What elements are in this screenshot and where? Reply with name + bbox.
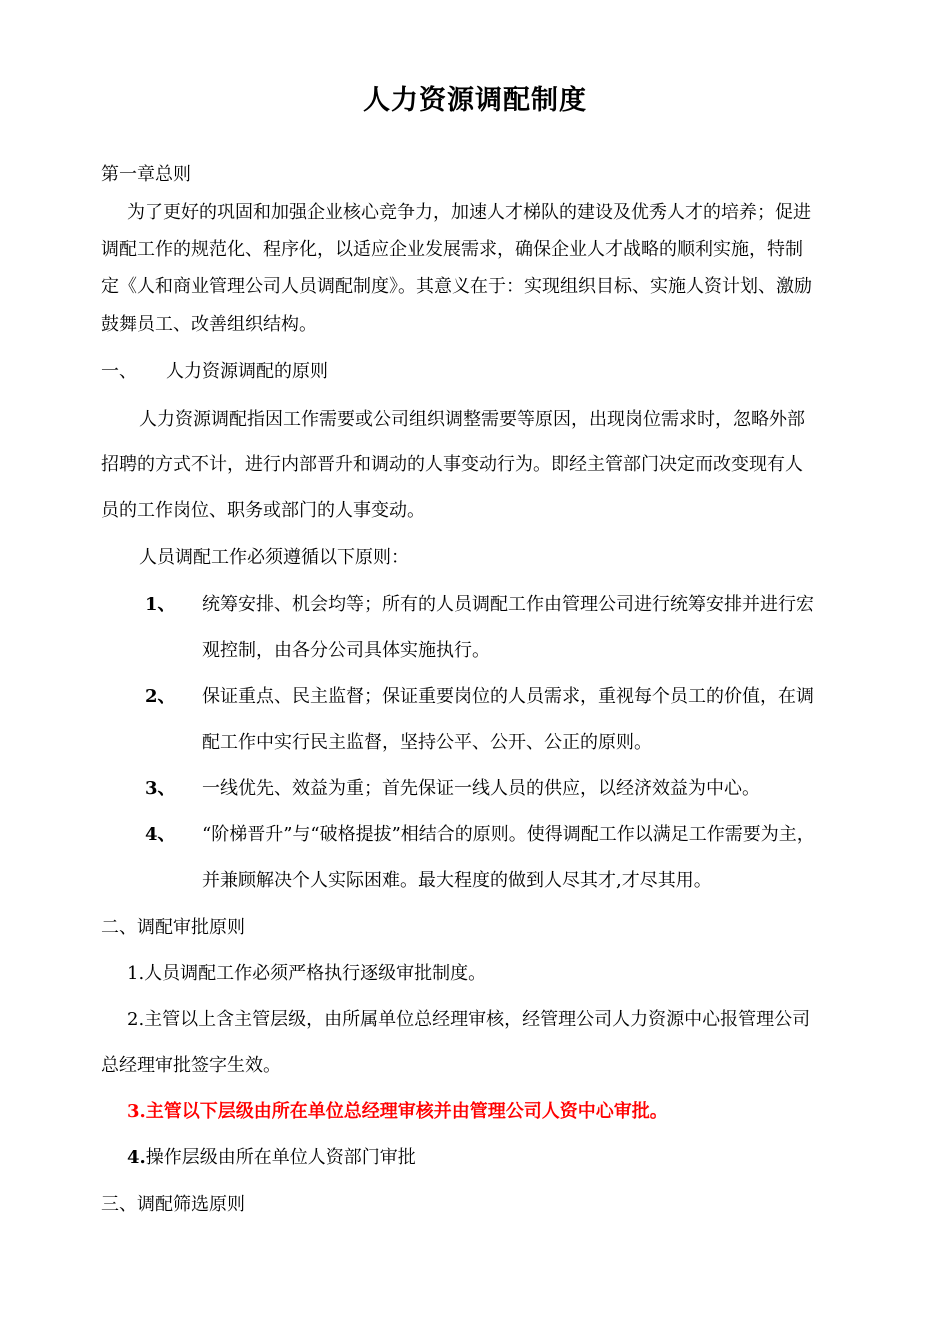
approval-item-number: 4. [127, 1147, 146, 1168]
section-heading: 人力资源调配的原则 [166, 361, 328, 382]
principle-line: 统筹安排、机会均等；所有的人员调配工作由管理公司进行统筹安排并进行宏 [202, 594, 814, 615]
approval-item-line: 2.主管以上含主管层级，由所属单位总经理审核，经管理公司人力资源中心报管理公司 [127, 1009, 811, 1030]
principle-line: 保证重点、民主监督；保证重要岗位的人员需求，重视每个员工的价值，在调 [202, 686, 814, 707]
principle-line: 配工作中实行民主监督，坚持公平、公开、公正的原则。 [202, 732, 652, 753]
chapter-paragraph-line: 鼓舞员工、改善组织结构。 [101, 314, 317, 335]
principle-number: 4、 [145, 824, 176, 845]
principle-number: 1、 [145, 594, 176, 615]
section-heading: 三、调配筛选原则 [101, 1194, 245, 1215]
chapter-paragraph-line: 定《人和商业管理公司人员调配制度》。其意义在于：实现组织目标、实施人资计划、激励 [101, 276, 812, 297]
principle-number: 2、 [145, 686, 176, 707]
principle-line: 并兼顾解决个人实际困难。最大程度的做到人尽其才,才尽其用。 [202, 870, 712, 891]
approval-item-line: 总经理审批签字生效。 [101, 1055, 281, 1076]
approval-item-text: 操作层级由所在单位人资部门审批 [145, 1147, 416, 1168]
section-paragraph-line: 员的工作岗位、职务或部门的人事变动。 [101, 500, 425, 521]
principle-line: “阶梯晋升”与“破格提拔”相结合的原则。使得调配工作以满足工作需要为主， [202, 824, 815, 845]
chapter-paragraph-line: 为了更好的巩固和加强企业核心竞争力，加速人才梯队的建设及优秀人才的培养；促进 [127, 202, 811, 223]
principle-line: 观控制，由各分公司具体实施执行。 [202, 640, 490, 661]
chapter-heading: 第一章总则 [101, 164, 191, 185]
principles-intro: 人员调配工作必须遵循以下原则： [139, 547, 409, 568]
principle-number: 3、 [145, 778, 176, 799]
principle-line: 一线优先、效益为重；首先保证一线人员的供应，以经济效益为中心。 [202, 778, 760, 799]
section-paragraph-line: 招聘的方式不计，进行内部晋升和调动的人事变动行为。即经主管部门决定而改变现有人 [101, 454, 803, 475]
chapter-paragraph-line: 调配工作的规范化、程序化，以适应企业发展需求，确保企业人才战略的顺利实施，特制 [101, 239, 803, 260]
approval-item-highlighted: 3.主管以下层级由所在单位总经理审核并由管理公司人资中心审批。 [127, 1101, 668, 1122]
document-title: 人力资源调配制度 [363, 85, 587, 116]
approval-item [127, 1143, 416, 1169]
section-paragraph-line: 人力资源调配指因工作需要或公司组织调整需要等原因，出现岗位需求时，忽略外部 [139, 409, 805, 430]
section-number: 一、 [101, 361, 137, 382]
approval-item: 1.人员调配工作必须严格执行逐级审批制度。 [127, 963, 487, 984]
section-heading: 二、调配审批原则 [101, 917, 245, 938]
